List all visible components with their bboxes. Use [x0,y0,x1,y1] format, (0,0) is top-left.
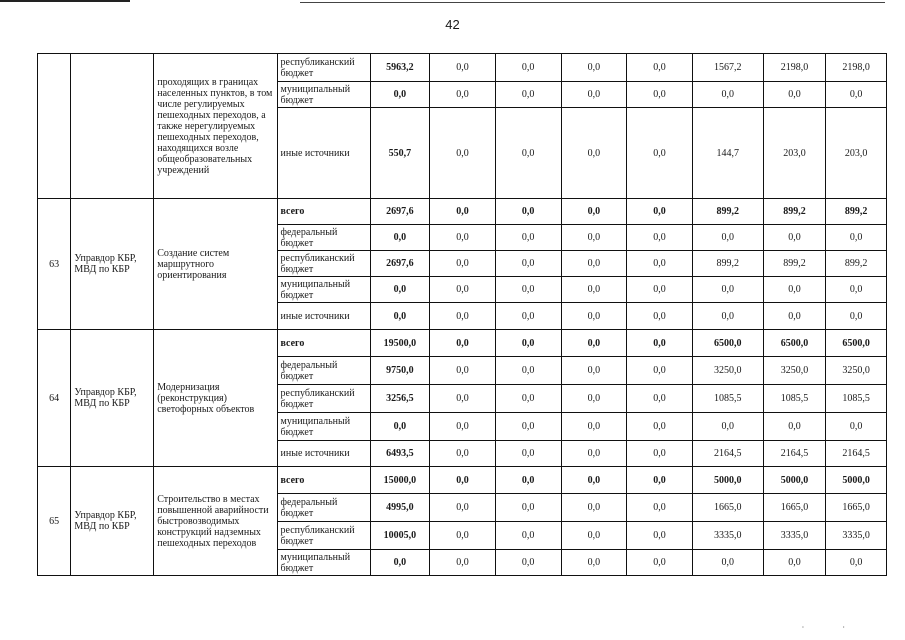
year-value-6: 6500,0 [763,330,826,357]
year-value-1: 0,0 [430,357,496,385]
year-value-3: 0,0 [561,82,627,108]
year-value-7: 3335,0 [826,522,887,550]
executor [71,54,154,199]
table-body [38,54,887,576]
year-value-6: 899,2 [763,199,826,225]
top-rule-right [300,2,885,3]
funding-source: республиканский бюджет [277,54,370,82]
measure-description: Создание систем маршрутного ориентирования [154,199,277,330]
year-value-7: 2198,0 [826,54,887,82]
funding-source: иные источники [277,108,370,199]
year-value-6: 0,0 [763,277,826,303]
year-value-6: 899,2 [763,251,826,277]
year-value-7: 5000,0 [826,467,887,494]
executor: Управдор КБР, МВД по КБР [71,467,154,576]
year-value-1: 0,0 [430,54,496,82]
funding-source: федеральный бюджет [277,225,370,251]
year-value-5: 0,0 [692,303,763,330]
year-value-6: 1085,5 [763,385,826,413]
year-value-1: 0,0 [430,494,496,522]
year-value-5: 0,0 [692,413,763,441]
year-value-3: 0,0 [561,54,627,82]
year-value-4: 0,0 [627,357,693,385]
measure-description: Модернизация (реконструкция) светофорных объектов [154,330,277,467]
year-value-6: 0,0 [763,82,826,108]
year-value-4: 0,0 [627,199,693,225]
year-value-1: 0,0 [430,413,496,441]
footer-marks: ·· [801,623,883,632]
funding-source: муниципальный бюджет [277,550,370,576]
year-value-1: 0,0 [430,251,496,277]
year-value-1: 0,0 [430,82,496,108]
year-value-7: 203,0 [826,108,887,199]
year-value-5: 3335,0 [692,522,763,550]
year-value-6: 5000,0 [763,467,826,494]
year-value-2: 0,0 [495,413,561,441]
funding-source: федеральный бюджет [277,494,370,522]
year-value-4: 0,0 [627,82,693,108]
year-value-1: 0,0 [430,441,496,467]
year-value-2: 0,0 [495,330,561,357]
row-index: 64 [38,330,71,467]
year-value-3: 0,0 [561,277,627,303]
total-value: 0,0 [370,550,430,576]
year-value-2: 0,0 [495,522,561,550]
year-value-5: 0,0 [692,550,763,576]
year-value-5: 1085,5 [692,385,763,413]
year-value-3: 0,0 [561,467,627,494]
funding-source: муниципальный бюджет [277,82,370,108]
year-value-3: 0,0 [561,385,627,413]
year-value-3: 0,0 [561,303,627,330]
total-value: 0,0 [370,413,430,441]
total-value: 6493,5 [370,441,430,467]
year-value-2: 0,0 [495,199,561,225]
total-value: 19500,0 [370,330,430,357]
row-index [38,54,71,199]
total-value: 5963,2 [370,54,430,82]
year-value-7: 2164,5 [826,441,887,467]
year-value-3: 0,0 [561,441,627,467]
year-value-5: 0,0 [692,277,763,303]
year-value-1: 0,0 [430,303,496,330]
year-value-5: 1665,0 [692,494,763,522]
year-value-3: 0,0 [561,550,627,576]
year-value-3: 0,0 [561,494,627,522]
year-value-5: 2164,5 [692,441,763,467]
total-value: 10005,0 [370,522,430,550]
total-value: 4995,0 [370,494,430,522]
year-value-7: 0,0 [826,303,887,330]
year-value-1: 0,0 [430,550,496,576]
measure-description: проходящих в границах населенных пунктов, в том числе регулируемых пешеходных переходов, а также нерегулируемых пешеходных переходов, находящихся возле общеобразовательных учреждений [154,54,277,199]
year-value-3: 0,0 [561,199,627,225]
total-value: 3256,5 [370,385,430,413]
year-value-5: 899,2 [692,199,763,225]
total-value: 2697,6 [370,251,430,277]
total-value: 0,0 [370,303,430,330]
year-value-5: 1567,2 [692,54,763,82]
year-value-2: 0,0 [495,550,561,576]
funding-source: всего [277,467,370,494]
year-value-2: 0,0 [495,277,561,303]
year-value-4: 0,0 [627,108,693,199]
year-value-6: 0,0 [763,413,826,441]
year-value-1: 0,0 [430,277,496,303]
year-value-3: 0,0 [561,108,627,199]
year-value-4: 0,0 [627,54,693,82]
table-row [38,330,887,357]
top-rule-left [0,0,130,2]
year-value-6: 3250,0 [763,357,826,385]
year-value-7: 0,0 [826,550,887,576]
row-index: 65 [38,467,71,576]
year-value-7: 0,0 [826,82,887,108]
year-value-4: 0,0 [627,330,693,357]
year-value-2: 0,0 [495,303,561,330]
year-value-4: 0,0 [627,385,693,413]
year-value-6: 2198,0 [763,54,826,82]
year-value-2: 0,0 [495,54,561,82]
funding-source: всего [277,330,370,357]
year-value-5: 5000,0 [692,467,763,494]
year-value-1: 0,0 [430,522,496,550]
year-value-6: 0,0 [763,225,826,251]
year-value-4: 0,0 [627,225,693,251]
total-value: 2697,6 [370,199,430,225]
year-value-5: 0,0 [692,82,763,108]
table-row [38,467,887,494]
year-value-7: 3250,0 [826,357,887,385]
executor: Управдор КБР, МВД по КБР [71,199,154,330]
funding-source: республиканский бюджет [277,385,370,413]
total-value: 9750,0 [370,357,430,385]
funding-source: республиканский бюджет [277,251,370,277]
total-value: 0,0 [370,277,430,303]
year-value-1: 0,0 [430,467,496,494]
total-value: 0,0 [370,82,430,108]
funding-source: республиканский бюджет [277,522,370,550]
year-value-4: 0,0 [627,413,693,441]
year-value-7: 899,2 [826,199,887,225]
measure-description: Строительство в местах повышенной аварийности быстровозводимых конструкций надземных пешеходных переходов [154,467,277,576]
year-value-5: 3250,0 [692,357,763,385]
table-row [38,54,887,82]
year-value-4: 0,0 [627,522,693,550]
executor: Управдор КБР, МВД по КБР [71,330,154,467]
year-value-3: 0,0 [561,225,627,251]
year-value-7: 0,0 [826,413,887,441]
year-value-7: 6500,0 [826,330,887,357]
year-value-6: 1665,0 [763,494,826,522]
year-value-6: 2164,5 [763,441,826,467]
funding-source: муниципальный бюджет [277,277,370,303]
year-value-5: 144,7 [692,108,763,199]
total-value: 550,7 [370,108,430,199]
year-value-2: 0,0 [495,385,561,413]
year-value-2: 0,0 [495,441,561,467]
year-value-4: 0,0 [627,550,693,576]
year-value-2: 0,0 [495,467,561,494]
year-value-1: 0,0 [430,199,496,225]
table-row [38,199,887,225]
funding-source: муниципальный бюджет [277,413,370,441]
year-value-1: 0,0 [430,225,496,251]
year-value-4: 0,0 [627,441,693,467]
year-value-4: 0,0 [627,251,693,277]
year-value-5: 0,0 [692,225,763,251]
year-value-2: 0,0 [495,251,561,277]
year-value-7: 899,2 [826,251,887,277]
year-value-4: 0,0 [627,467,693,494]
year-value-7: 0,0 [826,225,887,251]
year-value-7: 1085,5 [826,385,887,413]
funding-source: федеральный бюджет [277,357,370,385]
budget-table [37,53,887,576]
year-value-2: 0,0 [495,494,561,522]
total-value: 0,0 [370,225,430,251]
year-value-3: 0,0 [561,522,627,550]
year-value-6: 0,0 [763,303,826,330]
year-value-3: 0,0 [561,413,627,441]
year-value-1: 0,0 [430,330,496,357]
year-value-3: 0,0 [561,357,627,385]
funding-source: иные источники [277,303,370,330]
year-value-4: 0,0 [627,277,693,303]
total-value: 15000,0 [370,467,430,494]
year-value-2: 0,0 [495,108,561,199]
year-value-7: 1665,0 [826,494,887,522]
year-value-2: 0,0 [495,225,561,251]
year-value-1: 0,0 [430,385,496,413]
year-value-2: 0,0 [495,82,561,108]
page-number: 42 [445,17,460,32]
year-value-1: 0,0 [430,108,496,199]
row-index: 63 [38,199,71,330]
funding-source: иные источники [277,441,370,467]
year-value-2: 0,0 [495,357,561,385]
year-value-5: 6500,0 [692,330,763,357]
year-value-4: 0,0 [627,494,693,522]
year-value-4: 0,0 [627,303,693,330]
year-value-6: 0,0 [763,550,826,576]
year-value-6: 3335,0 [763,522,826,550]
year-value-3: 0,0 [561,251,627,277]
funding-source: всего [277,199,370,225]
year-value-5: 899,2 [692,251,763,277]
year-value-7: 0,0 [826,277,887,303]
year-value-6: 203,0 [763,108,826,199]
year-value-3: 0,0 [561,330,627,357]
